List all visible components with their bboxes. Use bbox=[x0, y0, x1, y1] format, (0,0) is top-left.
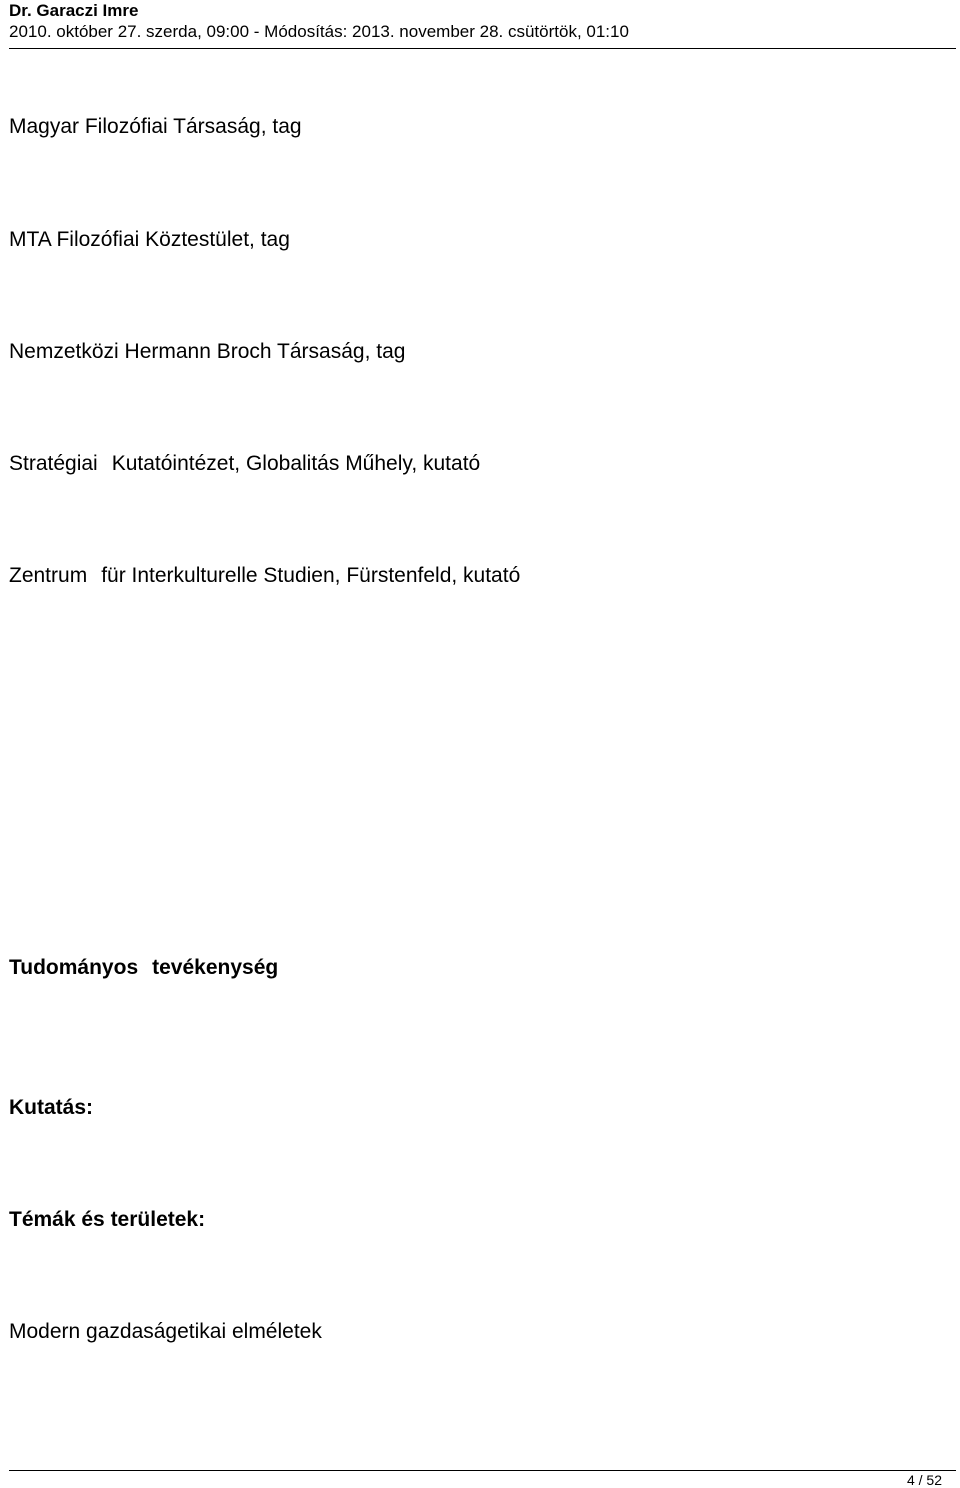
position-item bbox=[9, 452, 480, 476]
section-heading-word: tevékenység bbox=[152, 956, 279, 979]
membership-item: Nemzetközi Hermann Broch Társaság, tag bbox=[9, 340, 406, 363]
section-heading bbox=[9, 956, 278, 980]
topic-item: Modern gazdaságetikai elméletek bbox=[9, 1320, 322, 1343]
topics-label: Témák és területek: bbox=[9, 1208, 206, 1231]
research-label: Kutatás: bbox=[9, 1096, 94, 1119]
position-rest: für Interkulturelle Studien, Fürstenfeld, kutató bbox=[101, 564, 521, 587]
position-first-word: Zentrum bbox=[9, 564, 88, 587]
date-modified-line: 2010. október 27. szerda, 09:00 - Módosítás: 2013. november 28. csütörtök, 01:10 bbox=[9, 22, 629, 41]
page-number: 4 / 52 bbox=[906, 1472, 942, 1488]
position-rest: Kutatóintézet, Globalitás Műhely, kutató bbox=[111, 452, 481, 475]
membership-item: MTA Filozófiai Köztestület, tag bbox=[9, 228, 290, 251]
membership-item: Magyar Filozófiai Társaság, tag bbox=[9, 115, 302, 138]
footer-divider bbox=[9, 1470, 956, 1471]
position-first-word: Stratégiai bbox=[9, 452, 98, 475]
position-item bbox=[9, 564, 520, 588]
author-name: Dr. Garaczi Imre bbox=[9, 1, 139, 20]
section-heading-word: Tudományos bbox=[9, 956, 139, 979]
header-divider bbox=[9, 48, 956, 49]
